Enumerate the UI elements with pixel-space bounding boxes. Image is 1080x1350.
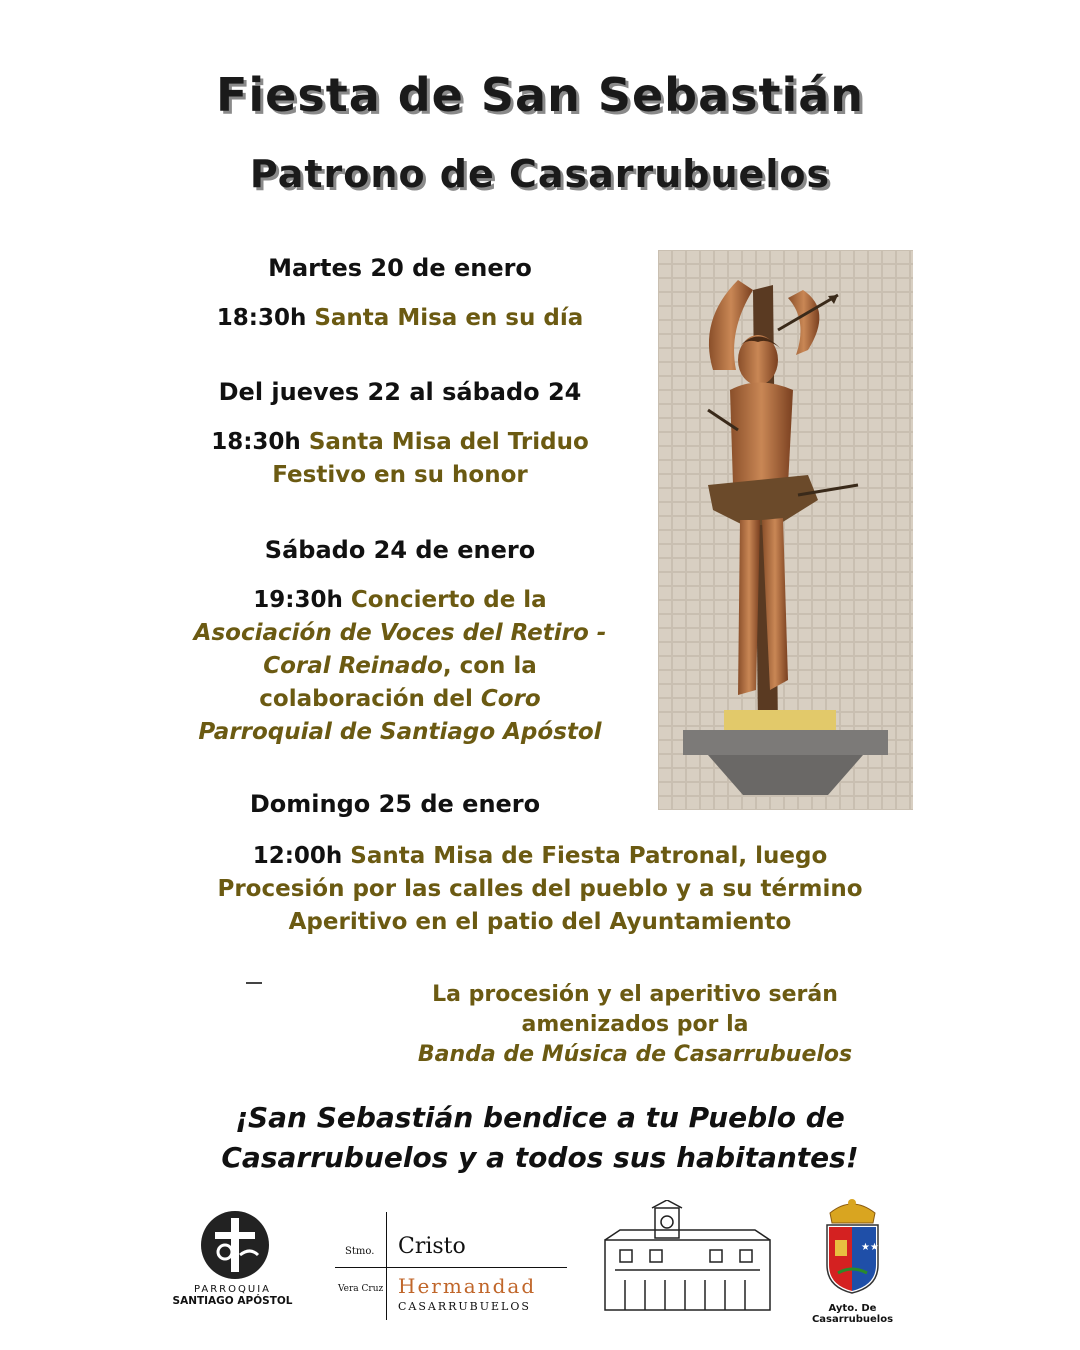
parroquia-label-1: PARROQUIA — [194, 1284, 271, 1295]
event-4-day: Domingo 25 de enero — [249, 790, 541, 818]
hermandad-horizontal-rule — [335, 1267, 567, 1268]
page-title: Fiesta de San Sebastián — [215, 68, 865, 122]
music-note-line-2: amenizados por la — [521, 1012, 749, 1037]
svg-text:★★: ★★ — [861, 1242, 879, 1253]
hermandad-vertical-rule — [386, 1212, 387, 1320]
event-4-text-2: Procesión por las calles del pueblo y a su término — [217, 876, 863, 902]
hermandad-stmo: Stmo. — [345, 1246, 375, 1257]
ayto-label-2: Casarrubuelos — [811, 1314, 894, 1325]
event-2-detail — [150, 426, 650, 492]
event-2-text-2: Festivo en su honor — [272, 462, 528, 488]
event-3-text-5: Parroquial de Santiago Apóstol — [198, 719, 602, 745]
event-3-text-4a: colaboración del — [259, 686, 481, 712]
ayto-label-1: Ayto. De — [828, 1303, 877, 1314]
town-hall-sketch — [600, 1200, 775, 1320]
event-4-text-1: Santa Misa de Fiesta Patronal, luego — [350, 843, 828, 869]
town-hall-icon — [600, 1200, 775, 1320]
hermandad-name: Hermandad — [398, 1274, 537, 1298]
event-1-detail — [150, 302, 650, 335]
event-3-text-1: Concierto de la — [350, 587, 547, 613]
divider-mark — [246, 982, 262, 984]
event-2-time: 18:30h — [211, 429, 301, 455]
hermandad-vera-cruz: Vera Cruz — [338, 1284, 384, 1294]
parroquia-emblem-icon — [170, 1210, 295, 1280]
closing-message — [0, 1098, 1080, 1178]
event-1-text: Santa Misa en su día — [314, 305, 584, 331]
parroquia-logo — [170, 1210, 295, 1315]
event-2-day: Del jueves 22 al sábado 24 — [218, 378, 582, 406]
event-1-time: 18:30h — [216, 305, 307, 331]
event-3-text-3b: , con la — [442, 653, 537, 679]
event-2-text-1: Santa Misa del Triduo — [308, 429, 589, 455]
music-note — [360, 980, 910, 1070]
event-3-time: 19:30h — [253, 587, 343, 613]
san-sebastian-statue-image — [658, 250, 913, 810]
hermandad-logo — [335, 1212, 570, 1322]
event-4-time: 12:00h — [252, 843, 343, 869]
ayuntamiento-logo — [805, 1195, 900, 1330]
hermandad-town: CASARRUBUELOS — [398, 1300, 531, 1313]
page-subtitle: Patrono de Casarrubuelos — [249, 152, 831, 196]
event-3-day: Sábado 24 de enero — [264, 536, 536, 564]
event-4-detail — [0, 840, 1080, 939]
parroquia-label-2: SANTIAGO APÓSTOL — [172, 1295, 293, 1307]
closing-line-1: ¡San Sebastián bendice a tu Pueblo de — [235, 1101, 845, 1134]
music-note-line-1: La procesión y el aperitivo serán — [432, 982, 838, 1007]
coat-of-arms-icon — [805, 1195, 900, 1295]
event-3-detail — [150, 584, 650, 749]
event-3-text-4b: Coro — [480, 686, 541, 712]
hermandad-cristo: Cristo — [398, 1234, 466, 1259]
event-1-day: Martes 20 de enero — [268, 254, 532, 282]
event-3-text-2: Asociación de Voces del Retiro - — [193, 620, 607, 646]
music-note-line-3: Banda de Música de Casarrubuelos — [417, 1042, 853, 1067]
closing-line-2: Casarrubuelos y a todos sus habitantes! — [221, 1141, 859, 1174]
event-4-text-3: Aperitivo en el patio del Ayuntamiento — [288, 909, 792, 935]
event-3-text-3a: Coral Reinado — [263, 653, 443, 679]
